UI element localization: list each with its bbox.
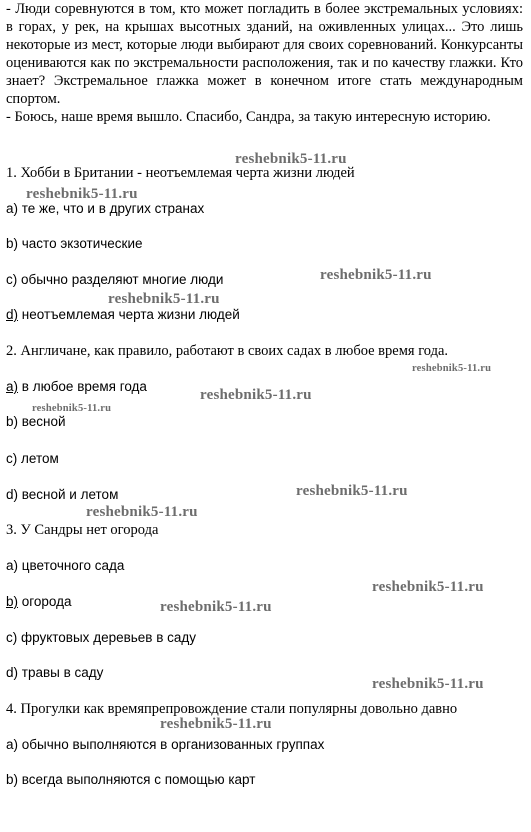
watermark: reshebnik5-11.ru (296, 483, 408, 499)
option-letter: b) (6, 414, 19, 429)
q4-option-b (6, 771, 255, 789)
question-1: 1. Хобби в Британии - неотъемлемая черта жизни людей (6, 165, 355, 181)
intro-paragraph-1: - Люди соревнуются в том, кто может погладить в более экстремальных условиях: в горах, у рек, на крышах высотных зданий, на оживленных улицах... Это лишь некоторые из мест, которые люди выбирают для своих соревнований. Конкурсанты оцениваются как по экстремальности расположения, так и по качеству глажки. Кто знает? Экстремальное глажка может в конечном итоге стать международным спортом. (6, 1, 523, 107)
option-text: летом (17, 451, 59, 466)
option-text: огорода (18, 594, 72, 609)
option-text: обычно выполняются в организованных группах (18, 737, 325, 752)
option-text: весной (18, 414, 66, 429)
option-letter: b) (6, 236, 19, 251)
q4-option-a (6, 736, 324, 754)
intro-paragraph-2: - Боюсь, наше время вышло. Спасибо, Сандра, за такую интересную историю. (6, 109, 491, 125)
q1-option-d (6, 306, 240, 324)
watermark: reshebnik5-11.ru (86, 504, 198, 520)
option-text: обычно разделяют многие люди (17, 272, 224, 287)
option-letter: a) (6, 737, 19, 752)
q2-option-b (6, 413, 66, 431)
q2-option-d (6, 486, 118, 504)
question-4: 4. Прогулки как времяпрепровождение стали популярны довольно давно (6, 701, 458, 717)
q2-option-c (6, 450, 59, 468)
question-3: 3. У Сандры нет огорода (6, 522, 159, 538)
option-letter-answer: d) (6, 307, 19, 322)
q3-option-b (6, 593, 72, 611)
option-letter: а) (6, 201, 19, 216)
option-letter: c) (6, 630, 18, 645)
q3-option-a (6, 557, 124, 575)
option-text: травы в саду (18, 665, 104, 680)
watermark: reshebnik5-11.ru (372, 579, 484, 595)
option-letter: a) (6, 558, 19, 573)
option-letter-answer: b) (6, 594, 19, 609)
option-text: часто экзотические (18, 236, 143, 251)
option-text: в любое время года (18, 379, 147, 394)
watermark: reshebnik5-11.ru (235, 151, 347, 167)
option-text: цветочного сада (18, 558, 125, 573)
watermark: reshebnik5-11.ru (160, 599, 272, 615)
watermark: reshebnik5-11.ru (108, 291, 220, 307)
watermark: reshebnik5-11.ru (412, 363, 492, 374)
option-text: неотъемлемая черта жизни людей (18, 307, 240, 322)
watermark: reshebnik5-11.ru (372, 676, 484, 692)
watermark: reshebnik5-11.ru (200, 387, 312, 403)
q3-option-c (6, 629, 196, 647)
watermark: reshebnik5-11.ru (26, 186, 138, 202)
option-text: те же, что и в других странах (18, 201, 205, 216)
option-letter: b) (6, 772, 19, 787)
question-2: 2. Англичане, как правило, работают в своих садах в любое время года. (6, 343, 449, 359)
q2-option-a (6, 378, 147, 396)
option-letter: c) (6, 451, 18, 466)
option-text: всегда выполняются с помощью карт (18, 772, 256, 787)
q1-option-b (6, 235, 143, 253)
option-letter: c) (6, 272, 18, 287)
q3-option-d (6, 664, 103, 682)
option-letter: d) (6, 487, 19, 502)
watermark: reshebnik5-11.ru (32, 403, 112, 414)
watermark: reshebnik5-11.ru (160, 716, 272, 732)
q1-option-c (6, 271, 223, 289)
option-text: фруктовых деревьев в саду (17, 630, 197, 645)
watermark: reshebnik5-11.ru (320, 267, 432, 283)
option-letter-answer: a) (6, 379, 19, 394)
option-text: весной и летом (18, 487, 119, 502)
option-letter: d) (6, 665, 19, 680)
